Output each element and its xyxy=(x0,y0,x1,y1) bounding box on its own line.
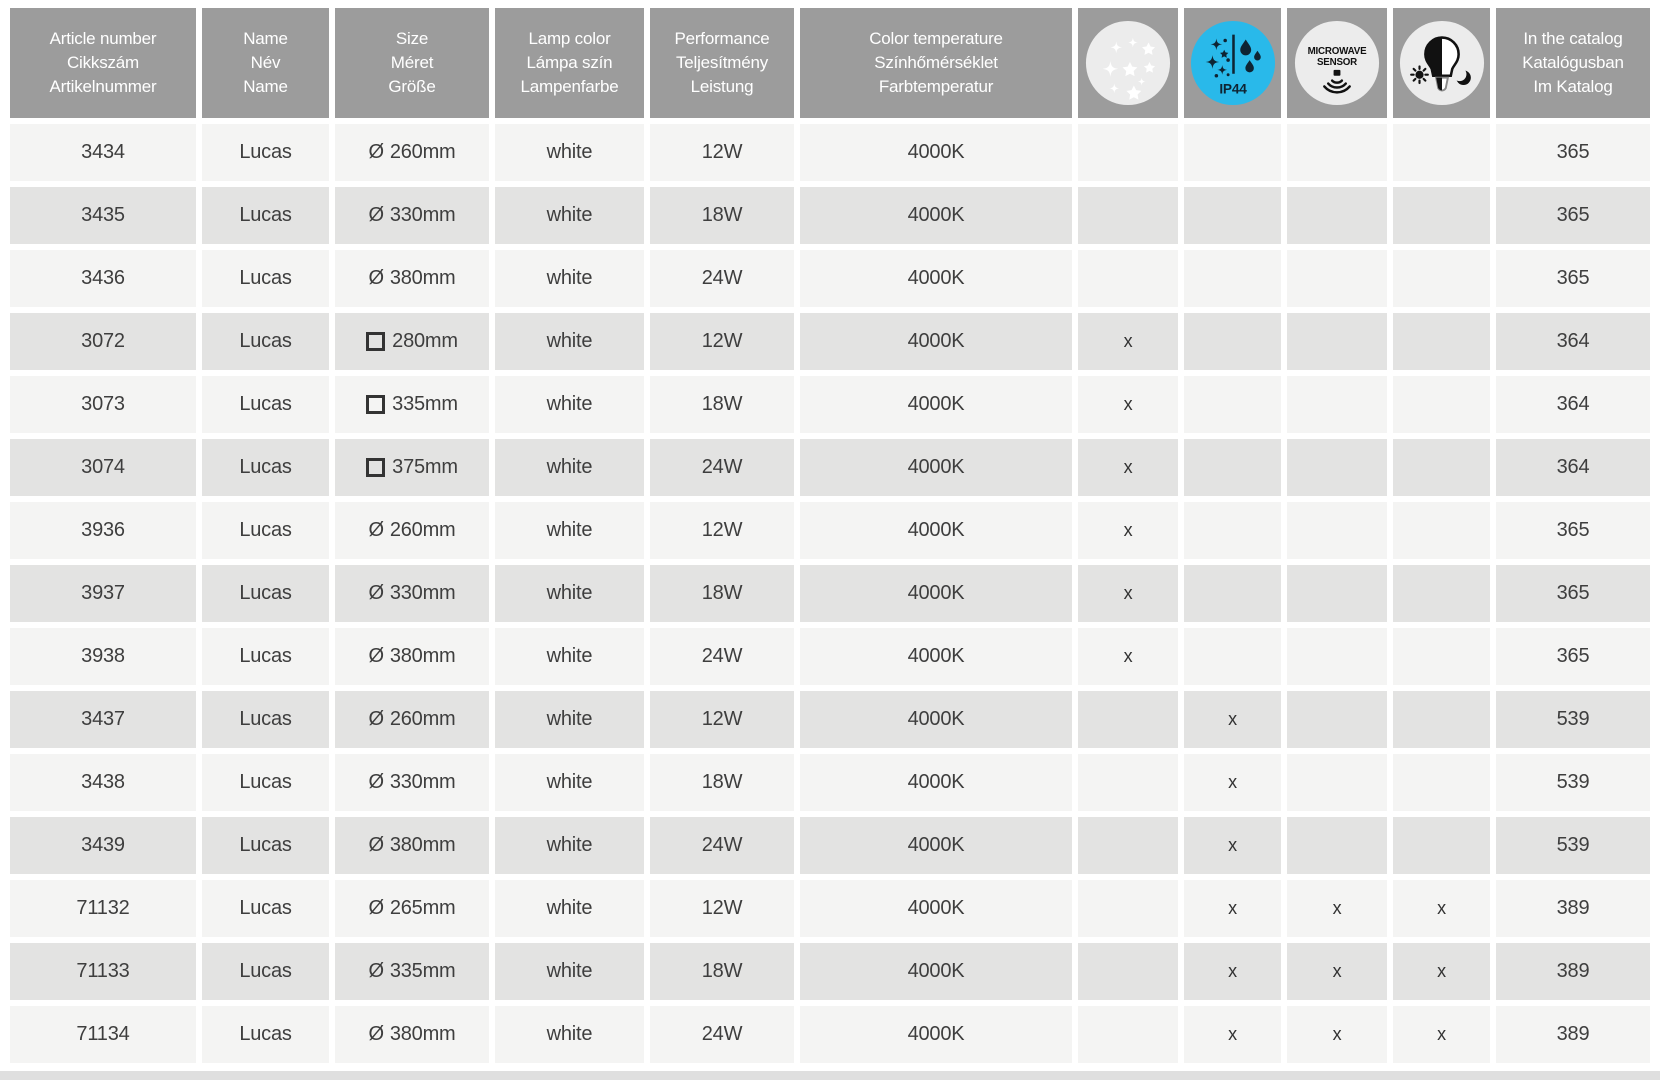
cell-feature-ip44 xyxy=(1184,124,1281,181)
column-header-article-number xyxy=(10,8,196,118)
size-shape-symbol xyxy=(366,395,385,414)
size-value: 380mm xyxy=(389,645,456,667)
cell-feature-starry-effect: x xyxy=(1078,313,1178,370)
sun-glyph xyxy=(1411,66,1428,83)
cell-feature-ip44 xyxy=(1184,502,1281,559)
cell-lamp-color: white xyxy=(495,250,644,307)
cell-feature-day-night-sensor xyxy=(1393,124,1490,181)
cell-article-number: 3073 xyxy=(10,376,196,433)
cell-size xyxy=(335,187,489,244)
cell-color-temperature: 4000K xyxy=(800,1006,1072,1063)
cell-feature-starry-effect xyxy=(1078,1006,1178,1063)
header-line: Lampenfarbe xyxy=(520,77,619,96)
cell-feature-day-night-sensor: x xyxy=(1393,943,1490,1000)
cell-size xyxy=(335,1006,489,1063)
size-value: 380mm xyxy=(389,1023,456,1045)
page-bottom-divider xyxy=(0,1071,1660,1080)
cell-article-number: 71133 xyxy=(10,943,196,1000)
cell-feature-day-night-sensor xyxy=(1393,313,1490,370)
cell-feature-starry-effect: x xyxy=(1078,376,1178,433)
cell-feature-microwave-sensor xyxy=(1287,502,1387,559)
cell-article-number: 3434 xyxy=(10,124,196,181)
header-line: Performance xyxy=(674,29,770,48)
column-header-starry-effect xyxy=(1078,8,1178,118)
header-line: Article number xyxy=(49,29,157,48)
cell-lamp-color: white xyxy=(495,1006,644,1063)
cell-size xyxy=(335,439,489,496)
cell-feature-day-night-sensor xyxy=(1393,628,1490,685)
cell-feature-ip44: x xyxy=(1184,880,1281,937)
size-value: 260mm xyxy=(389,519,456,541)
cell-color-temperature: 4000K xyxy=(800,943,1072,1000)
cell-color-temperature: 4000K xyxy=(800,313,1072,370)
cell-catalog-page: 539 xyxy=(1496,754,1650,811)
header-line: Größe xyxy=(388,77,436,96)
cell-performance: 18W xyxy=(650,565,794,622)
cell-feature-microwave-sensor: x xyxy=(1287,880,1387,937)
cell-feature-starry-effect xyxy=(1078,943,1178,1000)
cell-color-temperature: 4000K xyxy=(800,817,1072,874)
cell-catalog-page: 364 xyxy=(1496,313,1650,370)
cell-name: Lucas xyxy=(202,754,329,811)
header-line: Méret xyxy=(390,53,434,72)
cell-feature-microwave-sensor xyxy=(1287,691,1387,748)
cell-article-number: 3936 xyxy=(10,502,196,559)
cell-performance: 12W xyxy=(650,502,794,559)
cell-lamp-color: white xyxy=(495,376,644,433)
size-shape-symbol: Ø xyxy=(368,582,384,604)
cell-feature-microwave-sensor xyxy=(1287,250,1387,307)
column-header-color-temperature xyxy=(800,8,1072,118)
cell-name: Lucas xyxy=(202,124,329,181)
cell-performance: 12W xyxy=(650,313,794,370)
cell-catalog-page: 539 xyxy=(1496,691,1650,748)
header-line: Katalógusban xyxy=(1522,53,1624,72)
cell-feature-ip44: x xyxy=(1184,691,1281,748)
cell-feature-ip44 xyxy=(1184,187,1281,244)
cell-feature-starry-effect xyxy=(1078,124,1178,181)
cell-feature-day-night-sensor xyxy=(1393,565,1490,622)
cell-size xyxy=(335,376,489,433)
cell-feature-ip44 xyxy=(1184,439,1281,496)
cell-feature-microwave-sensor xyxy=(1287,754,1387,811)
cell-catalog-page: 365 xyxy=(1496,124,1650,181)
header-line: Teljesítmény xyxy=(675,53,769,72)
header-line: Cikkszám xyxy=(66,53,140,72)
cell-feature-ip44: x xyxy=(1184,817,1281,874)
cell-color-temperature: 4000K xyxy=(800,439,1072,496)
cell-name: Lucas xyxy=(202,376,329,433)
cell-lamp-color: white xyxy=(495,313,644,370)
cell-feature-microwave-sensor xyxy=(1287,376,1387,433)
header-line: Name xyxy=(243,29,288,48)
cell-catalog-page: 389 xyxy=(1496,880,1650,937)
cell-feature-ip44 xyxy=(1184,565,1281,622)
column-header-performance xyxy=(650,8,794,118)
cell-name: Lucas xyxy=(202,880,329,937)
cell-color-temperature: 4000K xyxy=(800,565,1072,622)
column-header-day-night-sensor xyxy=(1393,8,1490,118)
cell-name: Lucas xyxy=(202,817,329,874)
cell-performance: 12W xyxy=(650,124,794,181)
cell-feature-microwave-sensor: x xyxy=(1287,1006,1387,1063)
cell-feature-ip44 xyxy=(1184,313,1281,370)
cell-article-number: 3074 xyxy=(10,439,196,496)
cell-color-temperature: 4000K xyxy=(800,880,1072,937)
cell-color-temperature: 4000K xyxy=(800,628,1072,685)
cell-color-temperature: 4000K xyxy=(800,376,1072,433)
cell-performance: 24W xyxy=(650,817,794,874)
header-line: In the catalog xyxy=(1523,29,1623,48)
size-shape-symbol: Ø xyxy=(368,960,384,982)
column-header-in-the-catalog xyxy=(1496,8,1650,118)
cell-size xyxy=(335,313,489,370)
cell-catalog-page: 539 xyxy=(1496,817,1650,874)
cell-name: Lucas xyxy=(202,565,329,622)
header-line: Artikelnummer xyxy=(49,77,157,96)
microwave-sensor-icon xyxy=(1293,19,1381,107)
cell-lamp-color: white xyxy=(495,502,644,559)
cell-catalog-page: 365 xyxy=(1496,628,1650,685)
cell-size xyxy=(335,502,489,559)
cell-name: Lucas xyxy=(202,502,329,559)
cell-lamp-color: white xyxy=(495,943,644,1000)
cell-article-number: 3937 xyxy=(10,565,196,622)
cell-feature-ip44: x xyxy=(1184,754,1281,811)
cell-performance: 18W xyxy=(650,187,794,244)
cell-performance: 24W xyxy=(650,1006,794,1063)
column-header-lamp-color xyxy=(495,8,644,118)
size-value: 265mm xyxy=(389,897,456,919)
cell-color-temperature: 4000K xyxy=(800,124,1072,181)
cell-catalog-page: 365 xyxy=(1496,250,1650,307)
size-shape-symbol xyxy=(366,332,385,351)
cell-performance: 18W xyxy=(650,376,794,433)
cell-size xyxy=(335,565,489,622)
cell-color-temperature: 4000K xyxy=(800,187,1072,244)
cell-feature-starry-effect xyxy=(1078,691,1178,748)
cell-name: Lucas xyxy=(202,439,329,496)
size-shape-symbol: Ø xyxy=(368,267,384,289)
size-shape-symbol: Ø xyxy=(368,1023,384,1045)
cell-catalog-page: 365 xyxy=(1496,502,1650,559)
cell-lamp-color: white xyxy=(495,817,644,874)
cell-size xyxy=(335,124,489,181)
size-value: 380mm xyxy=(389,267,456,289)
cell-article-number: 3436 xyxy=(10,250,196,307)
cell-size xyxy=(335,817,489,874)
cell-catalog-page: 365 xyxy=(1496,187,1650,244)
size-shape-symbol: Ø xyxy=(368,141,384,163)
day-night-sensor-icon xyxy=(1398,19,1486,107)
microwave-sensor-label-line2: SENSOR xyxy=(1316,56,1358,68)
size-value: 375mm xyxy=(392,456,458,478)
cell-article-number: 3439 xyxy=(10,817,196,874)
cell-feature-starry-effect xyxy=(1078,880,1178,937)
cell-article-number: 3435 xyxy=(10,187,196,244)
cell-feature-starry-effect: x xyxy=(1078,502,1178,559)
starry-effect-icon xyxy=(1084,19,1172,107)
cell-feature-day-night-sensor xyxy=(1393,250,1490,307)
cell-color-temperature: 4000K xyxy=(800,754,1072,811)
header-line: Leistung xyxy=(690,77,754,96)
cell-lamp-color: white xyxy=(495,754,644,811)
cell-feature-microwave-sensor xyxy=(1287,124,1387,181)
microwave-sensor-label-line1: MICROWAVE xyxy=(1307,46,1367,58)
cell-feature-starry-effect xyxy=(1078,187,1178,244)
cell-performance: 12W xyxy=(650,691,794,748)
cell-size xyxy=(335,754,489,811)
cell-feature-ip44: x xyxy=(1184,1006,1281,1063)
size-value: 260mm xyxy=(389,708,456,730)
size-value: 330mm xyxy=(389,771,456,793)
cell-feature-day-night-sensor xyxy=(1393,439,1490,496)
cell-lamp-color: white xyxy=(495,439,644,496)
cell-feature-ip44 xyxy=(1184,250,1281,307)
cell-catalog-page: 364 xyxy=(1496,376,1650,433)
header-line: Színhőmérséklet xyxy=(874,53,998,72)
column-header-ip44 xyxy=(1184,8,1281,118)
cell-feature-day-night-sensor xyxy=(1393,754,1490,811)
cell-feature-microwave-sensor xyxy=(1287,817,1387,874)
cell-performance: 24W xyxy=(650,628,794,685)
cell-size xyxy=(335,943,489,1000)
cell-feature-microwave-sensor: x xyxy=(1287,943,1387,1000)
cell-size xyxy=(335,691,489,748)
cell-feature-day-night-sensor xyxy=(1393,376,1490,433)
header-line: Farbtemperatur xyxy=(878,77,994,96)
size-value: 330mm xyxy=(389,204,456,226)
cell-size xyxy=(335,880,489,937)
header-line: Lamp color xyxy=(528,29,611,48)
cell-catalog-page: 364 xyxy=(1496,439,1650,496)
cell-color-temperature: 4000K xyxy=(800,691,1072,748)
cell-name: Lucas xyxy=(202,250,329,307)
cell-performance: 24W xyxy=(650,439,794,496)
size-shape-symbol: Ø xyxy=(368,519,384,541)
cell-feature-ip44 xyxy=(1184,376,1281,433)
cell-performance: 12W xyxy=(650,880,794,937)
cell-feature-ip44 xyxy=(1184,628,1281,685)
size-value: 330mm xyxy=(389,582,456,604)
cell-performance: 18W xyxy=(650,754,794,811)
cell-feature-microwave-sensor xyxy=(1287,628,1387,685)
cell-feature-day-night-sensor xyxy=(1393,691,1490,748)
cell-catalog-page: 389 xyxy=(1496,943,1650,1000)
size-shape-symbol: Ø xyxy=(368,834,384,856)
size-shape-symbol: Ø xyxy=(368,771,384,793)
cell-lamp-color: white xyxy=(495,628,644,685)
cell-feature-microwave-sensor xyxy=(1287,439,1387,496)
cell-feature-starry-effect xyxy=(1078,817,1178,874)
cell-feature-starry-effect xyxy=(1078,754,1178,811)
cell-name: Lucas xyxy=(202,628,329,685)
ip44-icon xyxy=(1189,19,1277,107)
cell-lamp-color: white xyxy=(495,187,644,244)
cell-article-number: 3438 xyxy=(10,754,196,811)
header-line: Size xyxy=(395,29,429,48)
size-shape-symbol: Ø xyxy=(368,708,384,730)
size-shape-symbol: Ø xyxy=(368,645,384,667)
cell-feature-starry-effect: x xyxy=(1078,628,1178,685)
cell-catalog-page: 365 xyxy=(1496,565,1650,622)
cell-feature-microwave-sensor xyxy=(1287,187,1387,244)
cell-lamp-color: white xyxy=(495,565,644,622)
cell-feature-day-night-sensor: x xyxy=(1393,880,1490,937)
cell-feature-day-night-sensor: x xyxy=(1393,1006,1490,1063)
cell-color-temperature: 4000K xyxy=(800,250,1072,307)
size-value: 380mm xyxy=(389,834,456,856)
cell-lamp-color: white xyxy=(495,124,644,181)
cell-article-number: 3072 xyxy=(10,313,196,370)
cell-performance: 24W xyxy=(650,250,794,307)
header-line: Name xyxy=(243,77,288,96)
cell-name: Lucas xyxy=(202,1006,329,1063)
cell-color-temperature: 4000K xyxy=(800,502,1072,559)
cell-lamp-color: white xyxy=(495,691,644,748)
cell-feature-starry-effect: x xyxy=(1078,565,1178,622)
cell-article-number: 71134 xyxy=(10,1006,196,1063)
cell-feature-microwave-sensor xyxy=(1287,313,1387,370)
column-header-name xyxy=(202,8,329,118)
cell-feature-day-night-sensor xyxy=(1393,187,1490,244)
cell-name: Lucas xyxy=(202,313,329,370)
cell-article-number: 3437 xyxy=(10,691,196,748)
cell-size xyxy=(335,250,489,307)
column-header-microwave-sensor xyxy=(1287,8,1387,118)
size-value: 260mm xyxy=(389,141,456,163)
size-value: 335mm xyxy=(392,393,458,415)
cell-catalog-page: 389 xyxy=(1496,1006,1650,1063)
cell-article-number: 3938 xyxy=(10,628,196,685)
size-value: 280mm xyxy=(392,330,458,352)
size-shape-symbol: Ø xyxy=(368,204,384,226)
size-shape-symbol: Ø xyxy=(368,897,384,919)
cell-name: Lucas xyxy=(202,187,329,244)
cell-name: Lucas xyxy=(202,691,329,748)
product-table xyxy=(10,8,1650,1063)
cell-feature-ip44: x xyxy=(1184,943,1281,1000)
column-header-size xyxy=(335,8,489,118)
cell-article-number: 71132 xyxy=(10,880,196,937)
cell-performance: 18W xyxy=(650,943,794,1000)
cell-size xyxy=(335,628,489,685)
cell-feature-starry-effect xyxy=(1078,250,1178,307)
header-line: Név xyxy=(250,53,281,72)
cell-lamp-color: white xyxy=(495,880,644,937)
cell-feature-day-night-sensor xyxy=(1393,817,1490,874)
header-line: Lámpa szín xyxy=(526,53,613,72)
cell-feature-starry-effect: x xyxy=(1078,439,1178,496)
ip44-label: IP44 xyxy=(1218,81,1247,97)
cell-feature-day-night-sensor xyxy=(1393,502,1490,559)
cell-name: Lucas xyxy=(202,943,329,1000)
cell-feature-microwave-sensor xyxy=(1287,565,1387,622)
header-line: Color temperature xyxy=(869,29,1003,48)
size-value: 335mm xyxy=(389,960,456,982)
size-shape-symbol xyxy=(366,458,385,477)
header-line: Im Katalog xyxy=(1533,77,1613,96)
